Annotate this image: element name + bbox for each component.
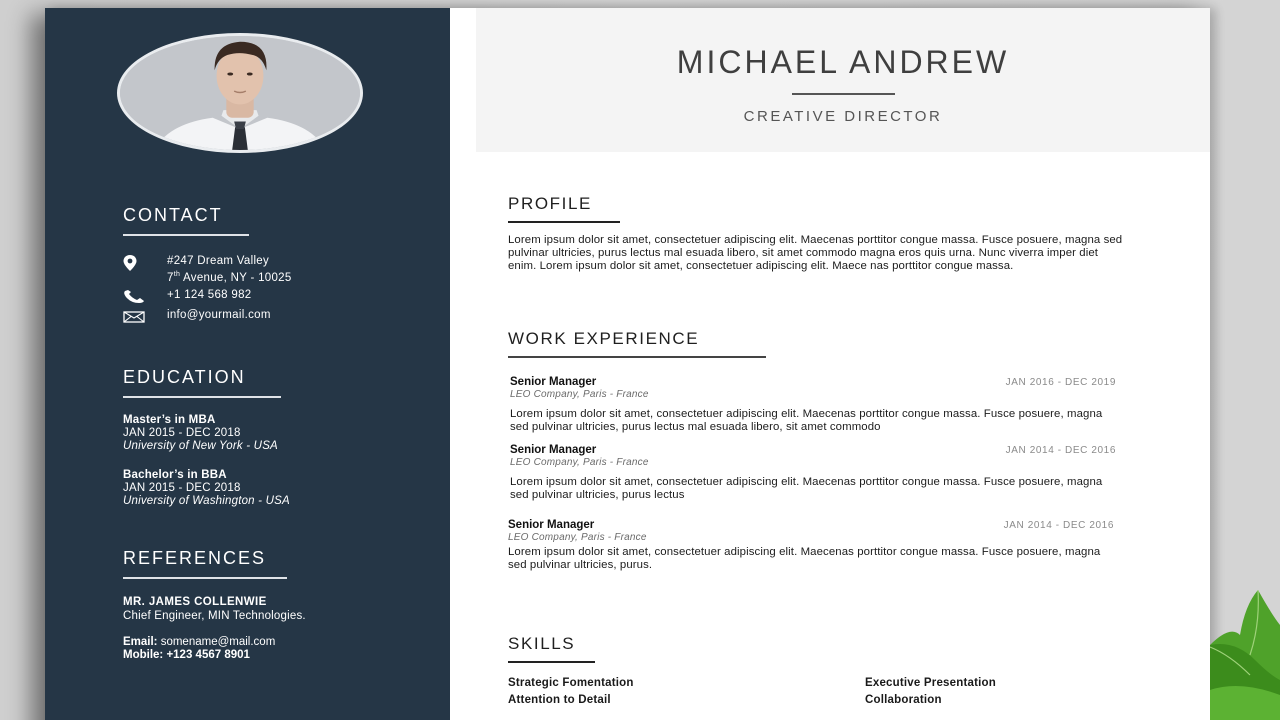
address-line-1: #247 Dream Valley (167, 255, 270, 267)
education-section (123, 367, 413, 508)
job-description: Lorem ipsum dolor sit amet, consectetuer adipiscing elit. Maecenas porttitor congue massa. Fusce posuere, magna sed pulvinar ultricies, purus lectus mal esuada libero, sit amet commodo (510, 408, 1103, 434)
resume-document (45, 8, 1210, 720)
education-dates: JAN 2015 - DEC 2018 (123, 427, 241, 439)
skill-item: Attention to Detail (508, 693, 611, 706)
skills-section (508, 634, 1128, 706)
contact-section (123, 205, 413, 325)
job-description: Lorem ipsum dolor sit amet, consectetuer adipiscing elit. Maecenas porttitor congue massa. Fusce posuere, magna sed pulvinar ultricies, purus lectus (510, 475, 1103, 501)
degree: Master’s in MBA (123, 414, 216, 426)
education-heading: EDUCATION (123, 367, 246, 387)
main-content (450, 8, 1210, 720)
contact-divider (123, 234, 249, 236)
references-heading: REFERENCES (123, 548, 267, 568)
education-item (123, 414, 413, 453)
phone-number[interactable]: +1 124 568 982 (167, 288, 252, 301)
candidate-name: MICHAEL ANDREW (676, 44, 1010, 80)
job-company: LEO Company, Paris - France (510, 456, 649, 468)
job-dates: JAN 2016 - DEC 2019 (1005, 377, 1116, 388)
skills-divider (508, 661, 595, 663)
envelope-icon (123, 309, 167, 325)
education-divider (123, 396, 281, 398)
sidebar (45, 8, 450, 720)
profile-section (508, 194, 1128, 273)
location-pin-icon (123, 255, 167, 271)
education-dates: JAN 2015 - DEC 2018 (123, 482, 241, 494)
skills-heading: SKILLS (508, 634, 576, 653)
job-position: Senior Manager (510, 443, 597, 456)
reference-mobile-value: +123 4567 8901 (163, 649, 250, 661)
skill-item: Collaboration (865, 693, 942, 706)
job-position: Senior Manager (508, 519, 595, 532)
school: University of Washington - USA (123, 495, 290, 507)
work-experience-divider (508, 356, 766, 358)
job-position: Senior Manager (510, 376, 597, 388)
plant-leaf-decoration (1210, 585, 1280, 720)
skill-item: Strategic Fomentation (508, 676, 634, 689)
phone-icon (123, 289, 167, 305)
reference-name: MR. JAMES COLLENWIE (123, 596, 267, 608)
references-divider (123, 577, 287, 579)
degree: Bachelor’s in BBA (123, 469, 227, 481)
reference-role: Chief Engineer, MIN Technologies. (123, 610, 306, 622)
contact-address (123, 255, 413, 285)
contact-email (123, 309, 413, 325)
profile-heading: PROFILE (508, 194, 592, 213)
references-section (123, 548, 423, 662)
profile-divider (508, 221, 620, 223)
name-divider (792, 93, 895, 95)
job-dates: JAN 2014 - DEC 2016 (1003, 520, 1114, 532)
job-description: Lorem ipsum dolor sit amet, consectetuer adipiscing elit. Maecenas porttitor congue massa. Fusce posuere, magna sed pulvinar ultricies, purus. (508, 546, 1101, 572)
job-company: LEO Company, Paris - France (510, 389, 649, 400)
profile-photo (117, 33, 363, 153)
job-dates: JAN 2014 - DEC 2016 (1005, 444, 1116, 456)
job-title: CREATIVE DIRECTOR (743, 107, 943, 125)
skill-item: Executive Presentation (865, 676, 996, 689)
person-portrait-icon (120, 36, 360, 150)
reference-email-value[interactable]: somename@mail.com (157, 636, 276, 648)
profile-text: Lorem ipsum dolor sit amet, consectetuer adipiscing elit. Maecenas porttitor congue massa. Fusce posuere, magna sed pulvinar ultricies, purus lectus mal esuada libero, sit amet commodo magna eros quis urna. Nunc viverra imper diet enim. Lorem ipsum dolor sit amet, consectetuer adipiscing elit. Maece nas porttitor congue massa. (508, 233, 1123, 273)
school: University of New York - USA (123, 440, 278, 452)
job-entry (508, 519, 1114, 573)
work-experience-section (508, 329, 1128, 573)
reference-email: Email: somename@mail.com (123, 636, 276, 648)
name-header (476, 8, 1210, 152)
job-company: LEO Company, Paris - France (508, 532, 647, 544)
education-item (123, 469, 413, 508)
reference-mobile: Mobile: +123 4567 8901 (123, 649, 250, 661)
work-experience-heading: WORK EXPERIENCE (508, 329, 700, 348)
email-address[interactable]: info@yourmail.com (167, 308, 271, 321)
job-entry (510, 376, 1116, 435)
contact-heading: CONTACT (123, 205, 223, 225)
contact-phone (123, 289, 413, 305)
job-entry (510, 444, 1116, 503)
address-line-2: 7th Avenue, NY - 10025 (167, 271, 292, 284)
